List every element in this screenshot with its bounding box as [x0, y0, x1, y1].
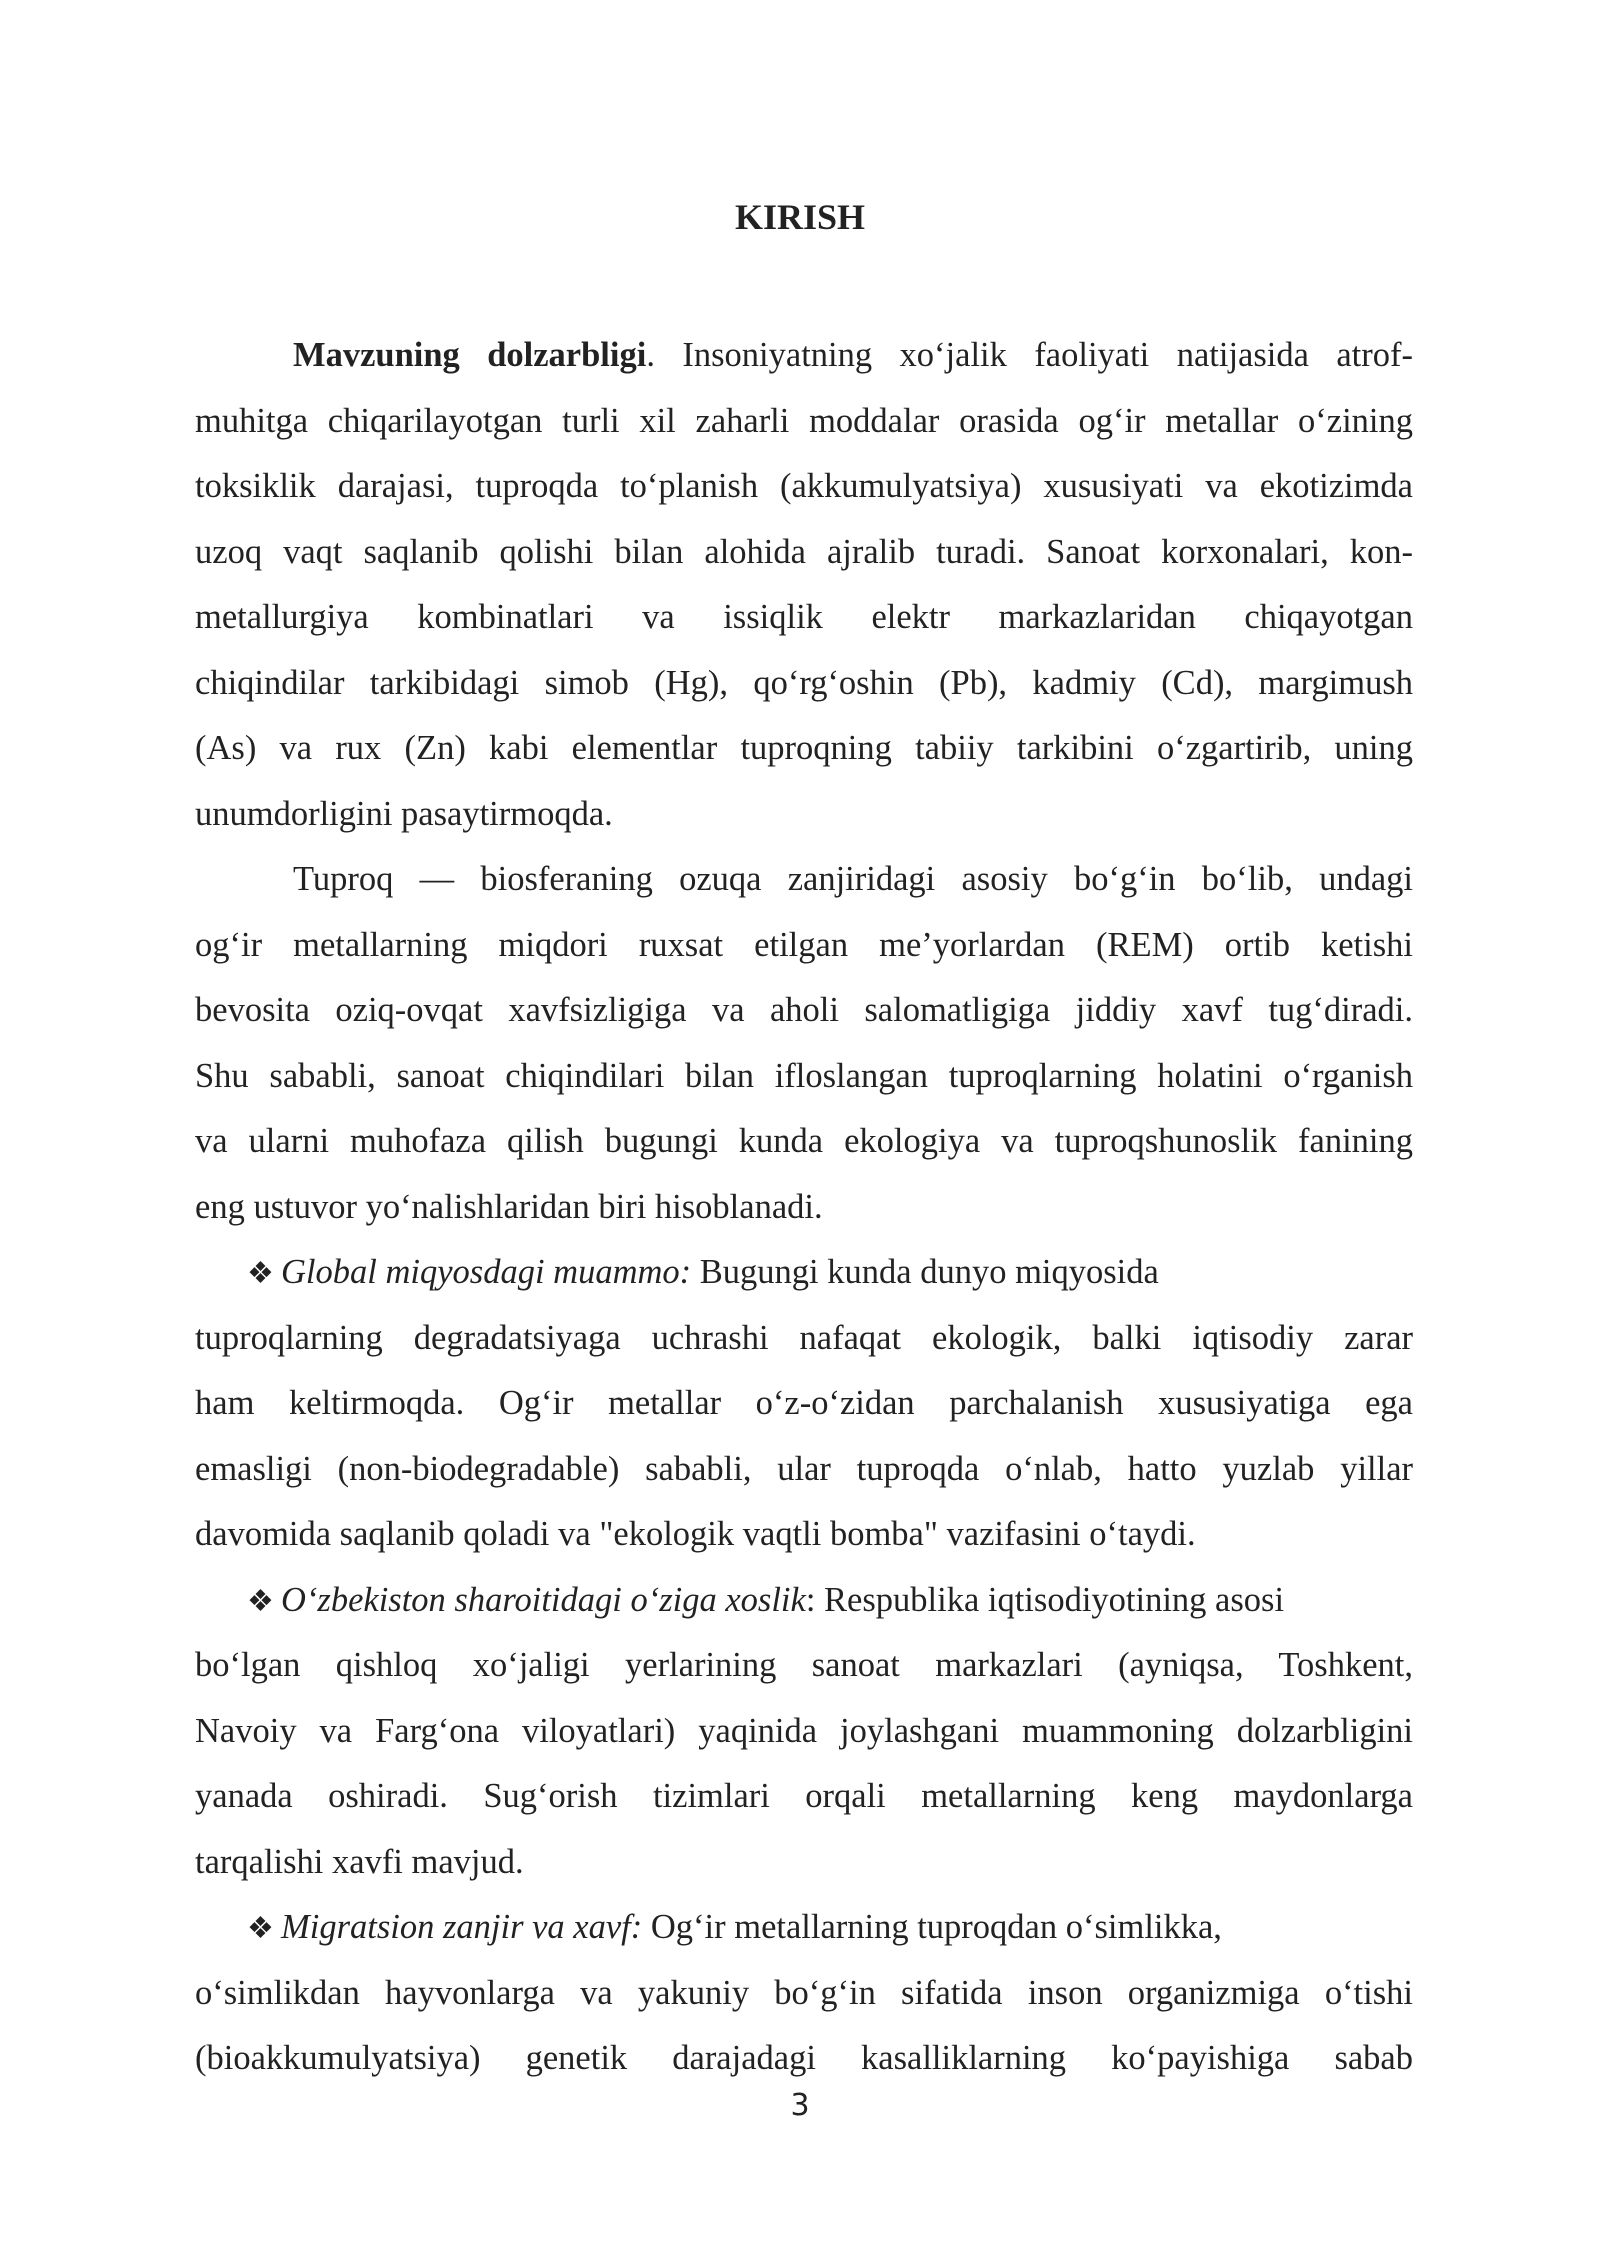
- text-line: Shu sababli, sanoat chiqindilari bilan ifloslangan tuproqlarning holatini o‘rganish: [195, 1056, 1413, 1095]
- bullet-title: Global miqyosdagi muammo:: [281, 1253, 692, 1291]
- bullet-title: O‘zbekiston sharoitidagi o‘ziga xoslik: [281, 1580, 806, 1619]
- text-line: ❖ Migratsion zanjir va xavf: Og‘ir metallarning tuproqdan o‘simlikka,: [195, 1895, 1413, 1961]
- text-line: Tuproq — biosferaning ozuqa zanjiridagi asosiy bo‘g‘in bo‘lib, undagi: [293, 860, 1413, 898]
- text-line: tarqalishi xavfi mavjud.: [195, 1842, 524, 1881]
- text-line: emasligi (non-biodegradable) sababli, ular tuproqda o‘nlab, hatto yuzlab yillar: [195, 1449, 1413, 1488]
- bullet-migration: [195, 1895, 1413, 2092]
- text-line: va ularni muhofaza qilish bugungi kunda ekologiya va tuproqshunoslik fanining: [195, 1122, 1413, 1160]
- paragraph-relevance: [195, 323, 1413, 847]
- text-line: yanada oshiradi. Sug‘orish tizimlari orqali metallarning keng maydonlarga: [195, 1777, 1413, 1815]
- text-line: og‘ir metallarning miqdori ruxsat etilgan me’yorlardan (REM) ortib ketishi: [195, 925, 1413, 964]
- text-line: bevosita oziq-ovqat xavfsizligiga va aholi salomatligiga jiddiy xavf tug‘diradi.: [195, 991, 1413, 1029]
- diamond-bullet-icon: ❖: [247, 1912, 274, 1945]
- paragraph-lead: Mavzuning dolzarbligi: [293, 336, 647, 374]
- paragraph-soil: [195, 847, 1413, 1240]
- text-line: ❖ Global miqyosdagi muammo: Bugungi kunda dunyo miqyosida: [195, 1240, 1413, 1306]
- text-line: Navoiy va Farg‘ona viloyatlari) yaqinida joylashgani muammoning dolzarbligini: [195, 1711, 1413, 1750]
- text-line: muhitga chiqarilayotgan turli xil zaharli moddalar orasida og‘ir metallar o‘zining: [195, 401, 1413, 440]
- text-line: Mavzuning dolzarbligi. Insoniyatning xo‘jalik faoliyati natijasida atrof-: [293, 336, 1413, 374]
- body-text: [195, 323, 1413, 2092]
- text-line: ❖ O‘zbekiston sharoitidagi o‘ziga xoslik: Respublika iqtisodiyotining asosi: [195, 1568, 1413, 1634]
- text-line: chiqindilar tarkibidagi simob (Hg), qo‘rg‘oshin (Pb), kadmiy (Cd), margimush: [195, 663, 1413, 702]
- bullet-title: Migratsion zanjir va xavf:: [281, 1908, 643, 1946]
- text-line: unumdorligini pasaytirmoqda.: [195, 794, 613, 833]
- bullet-uzbekistan: [195, 1568, 1413, 1896]
- text-line: ham keltirmoqda. Og‘ir metallar o‘z-o‘zidan parchalanish xususiyatiga ega: [195, 1384, 1413, 1422]
- text-line: o‘simlikdan hayvonlarga va yakuniy bo‘g‘in sifatida inson organizmiga o‘tishi: [195, 1973, 1413, 2012]
- text-line: davomida saqlanib qoladi va "ekologik vaqtli bomba" vazifasini o‘taydi.: [195, 1515, 1196, 1553]
- text-line: toksiklik darajasi, tuproqda to‘planish (akkumulyatsiya) xususiyati va ekotizimda: [195, 467, 1413, 505]
- diamond-bullet-icon: ❖: [247, 1257, 274, 1290]
- diamond-bullet-icon: ❖: [247, 1584, 274, 1618]
- text-line: metallurgiya kombinatlari va issiqlik elektr markazlaridan chiqayotgan: [195, 598, 1413, 636]
- text-line: (bioakkumulyatsiya) genetik darajadagi kasalliklarning ko‘payishiga sabab: [195, 2039, 1413, 2077]
- section-heading: KIRISH: [734, 197, 866, 237]
- page-number: 3: [790, 2088, 810, 2123]
- text-line: bo‘lgan qishloq xo‘jaligi yerlarining sanoat markazlari (ayniqsa, Toshkent,: [195, 1646, 1413, 1684]
- bullet-global-problem: [195, 1240, 1413, 1568]
- text-line: uzoq vaqt saqlanib qolishi bilan alohida ajralib turadi. Sanoat korxonalari, kon-: [195, 532, 1413, 571]
- text-line: eng ustuvor yo‘nalishlaridan biri hisoblanadi.: [195, 1187, 823, 1226]
- text-line: (As) va rux (Zn) kabi elementlar tuproqning tabiiy tarkibini o‘zgartirib, uning: [195, 729, 1413, 767]
- text-line: tuproqlarning degradatsiyaga uchrashi nafaqat ekologik, balki iqtisodiy zarar: [195, 1318, 1413, 1357]
